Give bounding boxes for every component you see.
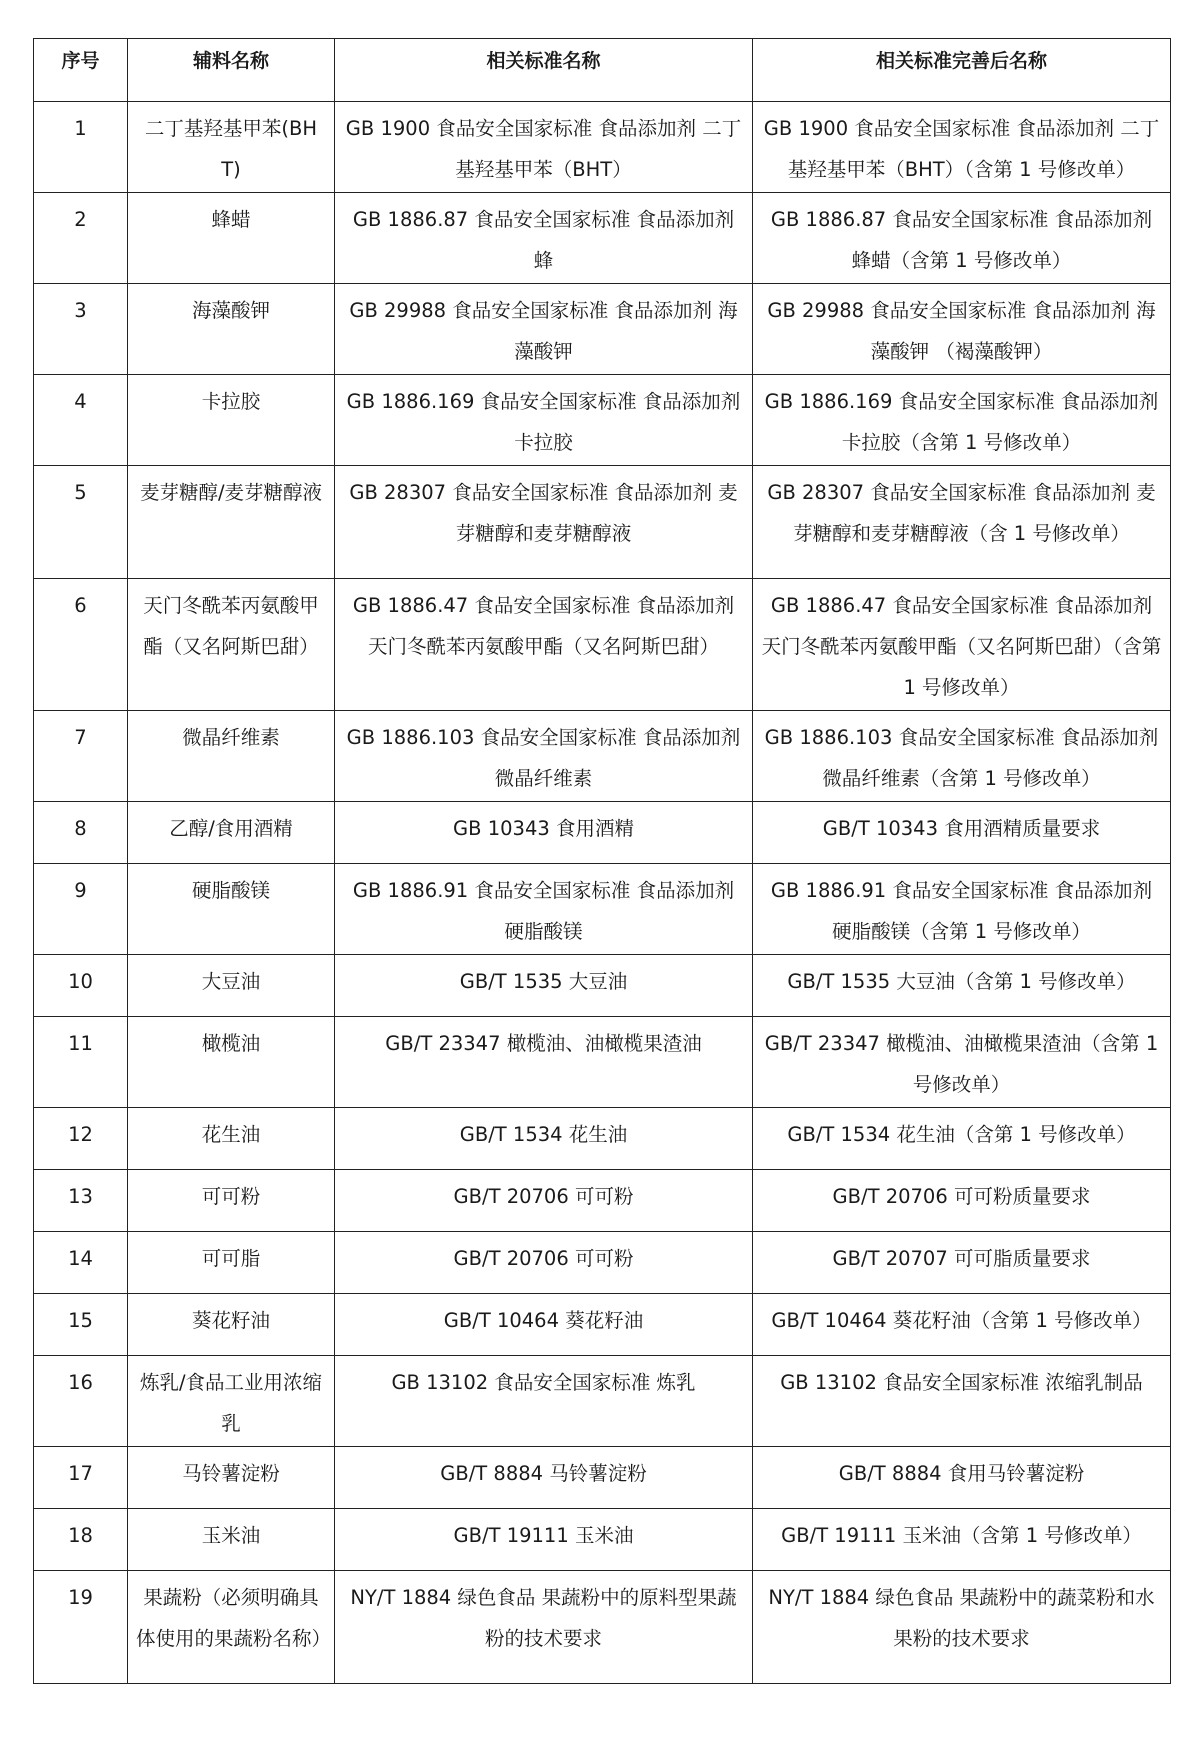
row-number: 3: [34, 284, 128, 375]
header-standard-name: 相关标准名称: [335, 39, 753, 102]
table-row: [34, 375, 1171, 466]
row-number: 4: [34, 375, 128, 466]
material-name: 麦芽糖醇/麦芽糖醇液: [128, 466, 335, 579]
table-row: [34, 711, 1171, 802]
header-row: [34, 39, 1171, 102]
revised-standard-name: GB 1886.169 食品安全国家标准 食品添加剂 卡拉胶（含第 1 号修改单）: [753, 375, 1171, 466]
standard-name: NY/T 1884 绿色食品 果蔬粉中的原料型果蔬粉的技术要求: [335, 1571, 753, 1684]
revised-standard-name: GB 1886.91 食品安全国家标准 食品添加剂 硬脂酸镁（含第 1 号修改单）: [753, 864, 1171, 955]
revised-standard-name: GB/T 23347 橄榄油、油橄榄果渣油（含第 1 号修改单）: [753, 1017, 1171, 1108]
material-name: 乙醇/食用酒精: [128, 802, 335, 864]
material-name: 果蔬粉（必须明确具体使用的果蔬粉名称）: [128, 1571, 335, 1684]
material-name: 马铃薯淀粉: [128, 1447, 335, 1509]
standard-name: GB/T 1534 花生油: [335, 1108, 753, 1170]
row-number: 19: [34, 1571, 128, 1684]
table-row: [34, 1294, 1171, 1356]
header-material-name: 辅料名称: [128, 39, 335, 102]
row-number: 17: [34, 1447, 128, 1509]
material-name: 玉米油: [128, 1509, 335, 1571]
material-name: 橄榄油: [128, 1017, 335, 1108]
table-row: [34, 1017, 1171, 1108]
revised-standard-name: GB/T 20706 可可粉质量要求: [753, 1170, 1171, 1232]
standards-table: [33, 38, 1171, 1684]
standard-name: GB 10343 食用酒精: [335, 802, 753, 864]
table-row: [34, 284, 1171, 375]
standard-name: GB 1886.169 食品安全国家标准 食品添加剂 卡拉胶: [335, 375, 753, 466]
revised-standard-name: GB 1900 食品安全国家标准 食品添加剂 二丁基羟基甲苯（BHT）（含第 1 号修改单）: [753, 102, 1171, 193]
revised-standard-name: GB/T 8884 食用马铃薯淀粉: [753, 1447, 1171, 1509]
table-row: [34, 466, 1171, 579]
material-name: 微晶纤维素: [128, 711, 335, 802]
table-row: [34, 1356, 1171, 1447]
standard-name: GB 1886.87 食品安全国家标准 食品添加剂 蜂: [335, 193, 753, 284]
revised-standard-name: GB/T 10464 葵花籽油（含第 1 号修改单）: [753, 1294, 1171, 1356]
row-number: 18: [34, 1509, 128, 1571]
table-row: [34, 802, 1171, 864]
material-name: 天门冬酰苯丙氨酸甲酯（又名阿斯巴甜）: [128, 579, 335, 711]
revised-standard-name: GB/T 19111 玉米油（含第 1 号修改单）: [753, 1509, 1171, 1571]
table-row: [34, 579, 1171, 711]
material-name: 海藻酸钾: [128, 284, 335, 375]
material-name: 蜂蜡: [128, 193, 335, 284]
material-name: 硬脂酸镁: [128, 864, 335, 955]
table-row: [34, 1170, 1171, 1232]
revised-standard-name: GB/T 1535 大豆油（含第 1 号修改单）: [753, 955, 1171, 1017]
material-name: 花生油: [128, 1108, 335, 1170]
standard-name: GB 29988 食品安全国家标准 食品添加剂 海藻酸钾: [335, 284, 753, 375]
table-row: [34, 1571, 1171, 1684]
material-name: 二丁基羟基甲苯(BHT): [128, 102, 335, 193]
table-row: [34, 864, 1171, 955]
material-name: 可可粉: [128, 1170, 335, 1232]
standard-name: GB/T 1535 大豆油: [335, 955, 753, 1017]
table-row: [34, 955, 1171, 1017]
material-name: 炼乳/食品工业用浓缩乳: [128, 1356, 335, 1447]
table-row: [34, 1108, 1171, 1170]
row-number: 12: [34, 1108, 128, 1170]
revised-standard-name: GB 28307 食品安全国家标准 食品添加剂 麦芽糖醇和麦芽糖醇液（含 1 号修改单）: [753, 466, 1171, 579]
table-row: [34, 1232, 1171, 1294]
standard-name: GB/T 10464 葵花籽油: [335, 1294, 753, 1356]
material-name: 卡拉胶: [128, 375, 335, 466]
row-number: 9: [34, 864, 128, 955]
revised-standard-name: GB 1886.103 食品安全国家标准 食品添加剂 微晶纤维素（含第 1 号修改单）: [753, 711, 1171, 802]
standard-name: GB 1900 食品安全国家标准 食品添加剂 二丁基羟基甲苯（BHT）: [335, 102, 753, 193]
revised-standard-name: GB/T 1534 花生油（含第 1 号修改单）: [753, 1108, 1171, 1170]
row-number: 5: [34, 466, 128, 579]
standard-name: GB 28307 食品安全国家标准 食品添加剂 麦芽糖醇和麦芽糖醇液: [335, 466, 753, 579]
row-number: 11: [34, 1017, 128, 1108]
row-number: 6: [34, 579, 128, 711]
table-row: [34, 193, 1171, 284]
revised-standard-name: GB 29988 食品安全国家标准 食品添加剂 海藻酸钾 （褐藻酸钾）: [753, 284, 1171, 375]
row-number: 16: [34, 1356, 128, 1447]
row-number: 14: [34, 1232, 128, 1294]
standard-name: GB 1886.103 食品安全国家标准 食品添加剂 微晶纤维素: [335, 711, 753, 802]
standard-name: GB/T 20706 可可粉: [335, 1170, 753, 1232]
row-number: 15: [34, 1294, 128, 1356]
revised-standard-name: NY/T 1884 绿色食品 果蔬粉中的蔬菜粉和水果粉的技术要求: [753, 1571, 1171, 1684]
row-number: 10: [34, 955, 128, 1017]
header-no: 序号: [34, 39, 128, 102]
row-number: 13: [34, 1170, 128, 1232]
revised-standard-name: GB 1886.87 食品安全国家标准 食品添加剂 蜂蜡（含第 1 号修改单）: [753, 193, 1171, 284]
standard-name: GB/T 19111 玉米油: [335, 1509, 753, 1571]
revised-standard-name: GB/T 20707 可可脂质量要求: [753, 1232, 1171, 1294]
row-number: 1: [34, 102, 128, 193]
material-name: 葵花籽油: [128, 1294, 335, 1356]
row-number: 7: [34, 711, 128, 802]
revised-standard-name: GB 13102 食品安全国家标准 浓缩乳制品: [753, 1356, 1171, 1447]
table-row: [34, 102, 1171, 193]
standard-name: GB 1886.91 食品安全国家标准 食品添加剂 硬脂酸镁: [335, 864, 753, 955]
standard-name: GB/T 20706 可可粉: [335, 1232, 753, 1294]
header-revised-standard-name: 相关标准完善后名称: [753, 39, 1171, 102]
revised-standard-name: GB 1886.47 食品安全国家标准 食品添加剂 天门冬酰苯丙氨酸甲酯（又名阿斯巴甜）（含第 1 号修改单）: [753, 579, 1171, 711]
row-number: 8: [34, 802, 128, 864]
material-name: 大豆油: [128, 955, 335, 1017]
standard-name: GB 13102 食品安全国家标准 炼乳: [335, 1356, 753, 1447]
row-number: 2: [34, 193, 128, 284]
table-row: [34, 1447, 1171, 1509]
standard-name: GB 1886.47 食品安全国家标准 食品添加剂 天门冬酰苯丙氨酸甲酯（又名阿斯巴甜）: [335, 579, 753, 711]
table-row: [34, 1509, 1171, 1571]
standard-name: GB/T 23347 橄榄油、油橄榄果渣油: [335, 1017, 753, 1108]
revised-standard-name: GB/T 10343 食用酒精质量要求: [753, 802, 1171, 864]
standard-name: GB/T 8884 马铃薯淀粉: [335, 1447, 753, 1509]
material-name: 可可脂: [128, 1232, 335, 1294]
